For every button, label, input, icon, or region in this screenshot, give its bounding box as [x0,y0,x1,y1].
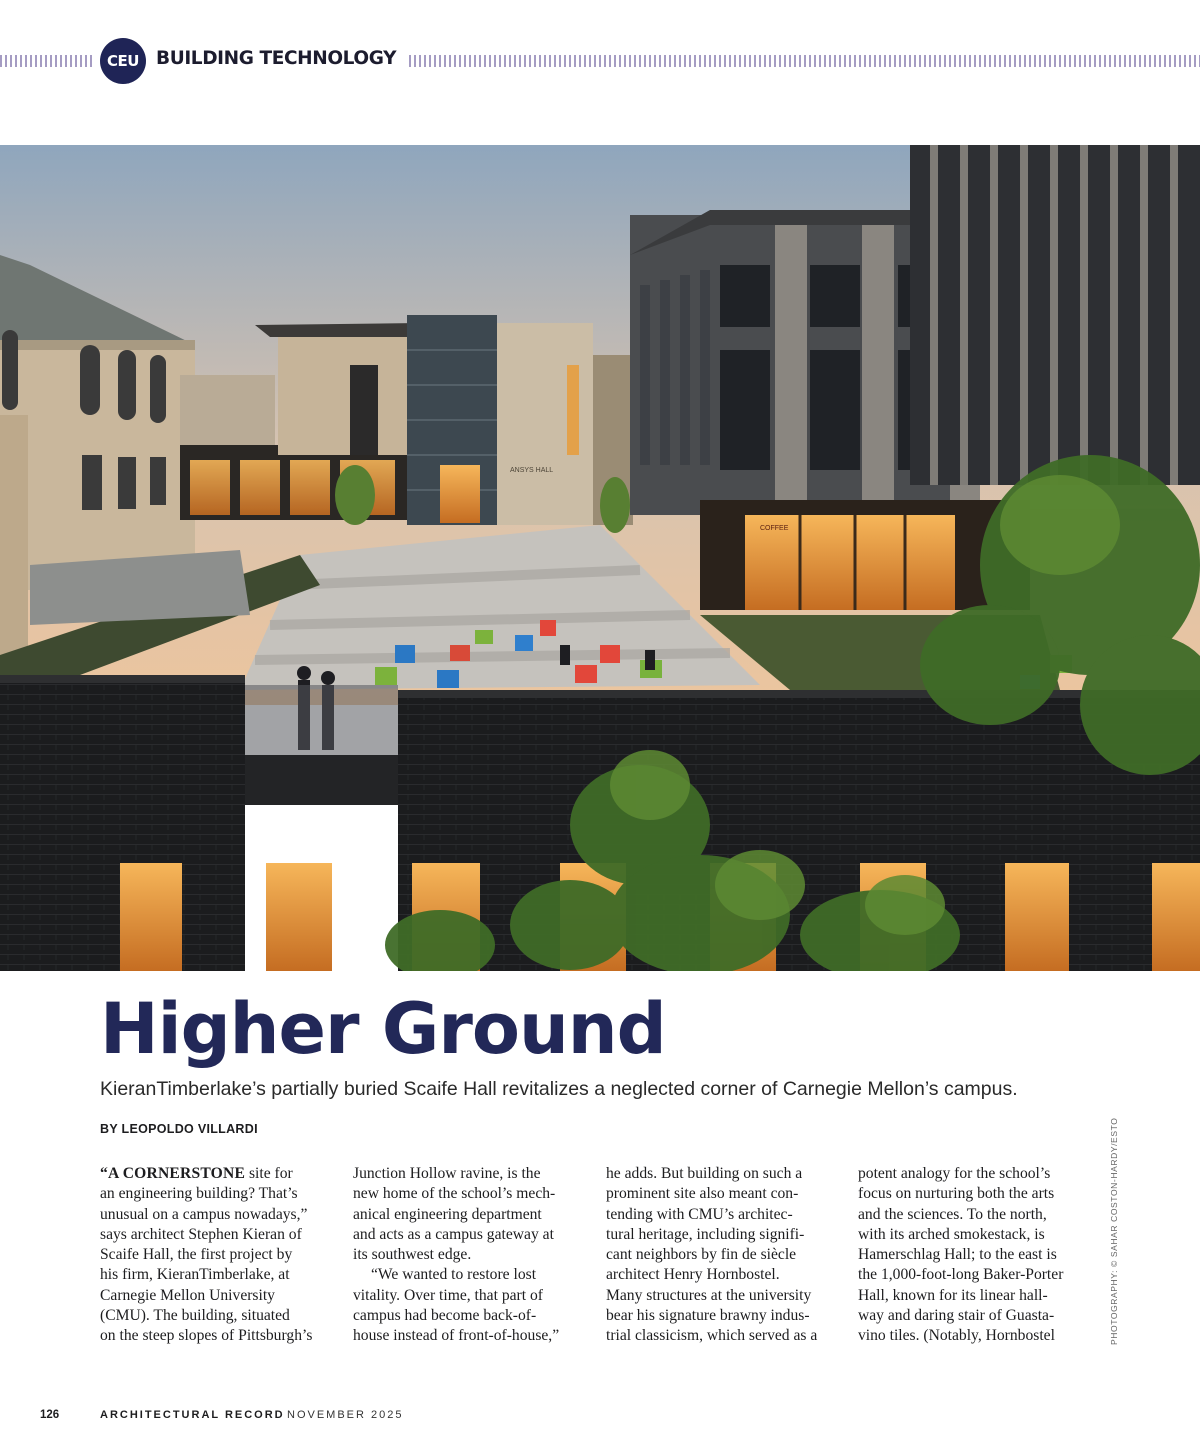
body-line: cant neighbors by fin de siècle [606,1246,797,1264]
body-column-3 [606,1164,838,1347]
body-line: he adds. But building on such a [606,1165,803,1182]
hero-photo [0,145,1200,971]
body-line: campus had become back-of- [353,1307,537,1325]
body-line: an engineering building? That’s [100,1185,298,1203]
section-label: BUILDING TECHNOLOGY [156,48,397,69]
body-line: Hamerschlag Hall; to the east is [858,1246,1057,1264]
ceu-badge: CEU [100,38,146,84]
body-line: Many structures at the university [606,1286,812,1304]
body-line: tending with CMU’s architec- [606,1205,793,1223]
byline: BY LEOPOLDO VILLARDI [100,1122,258,1136]
ansys-hall [407,315,593,525]
body-line: on the steep slopes of Pittsburgh’s [100,1327,313,1345]
body-line: its southwest edge. [353,1246,472,1264]
body-line: architect Henry Hornbostel. [606,1266,780,1284]
body-column-4 [858,1164,1090,1347]
body-line: way and daring stair of Guasta- [858,1307,1055,1325]
body-line [100,1164,332,1184]
body-line: house instead of front-of-house,” [353,1327,560,1345]
body-column-2 [353,1164,585,1347]
body-line: prominent site also meant con- [606,1185,799,1203]
body-line: and acts as a campus gateway at [353,1225,554,1243]
article-dek: KieranTimberlake’s partially buried Scaife Hall revitalizes a neglected corner of Carnegie Mellon’s campus. [100,1078,1018,1100]
body-line: unusual on a campus nowadays,” [100,1205,308,1223]
shop-sign: COFFEE [760,525,789,532]
body-line: Junction Hollow ravine, is the [353,1165,541,1182]
publication-name: ARCHITECTURAL RECORD [100,1409,285,1421]
body-line: bear his signature brawny indus- [606,1307,810,1325]
body-line: Scaife Hall, the first project by [100,1246,293,1264]
body-line: potent analogy for the school’s [858,1165,1051,1182]
header-stripes-right [409,55,1200,67]
body-line: focus on nurturing both the arts [858,1185,1055,1203]
body-line: new home of the school’s mech- [353,1185,556,1203]
body-line: vitality. Over time, that part of [353,1286,543,1304]
body-text: site for [245,1165,293,1182]
body-line: Carnegie Mellon University [100,1286,275,1304]
issue-date: NOVEMBER 2025 [287,1409,404,1421]
body-line: says architect Stephen Kieran of [100,1225,302,1243]
photo-credit: PHOTOGRAPHY: © SAHAR COSTON-HARDY/ESTO [1109,1117,1119,1345]
building-sign: ANSYS HALL [510,467,554,474]
body-line: (CMU). The building, situated [100,1307,290,1325]
body-line: tural heritage, including signifi- [606,1225,805,1243]
body-line: vino tiles. (Notably, Hornbostel [858,1327,1055,1345]
article-title: Higher Ground [100,988,666,1070]
body-line: his firm, KieranTimberlake, at [100,1266,290,1284]
body-column-1 [100,1164,332,1347]
header-stripes-left [0,55,92,67]
body-line: Hall, known for its linear hall- [858,1286,1048,1304]
lead-in: “A CORNERSTONE [100,1165,246,1182]
body-line: the 1,000-foot-long Baker-Porter [858,1266,1064,1284]
body-line: and the sciences. To the north, [858,1205,1047,1223]
body-line: with its arched smokestack, is [858,1225,1045,1243]
page-number: 126 [40,1409,60,1421]
body-line: anical engineering department [353,1205,542,1223]
body-line: “We wanted to restore lost [371,1266,537,1284]
body-line: trial classicism, which served as a [606,1327,818,1345]
